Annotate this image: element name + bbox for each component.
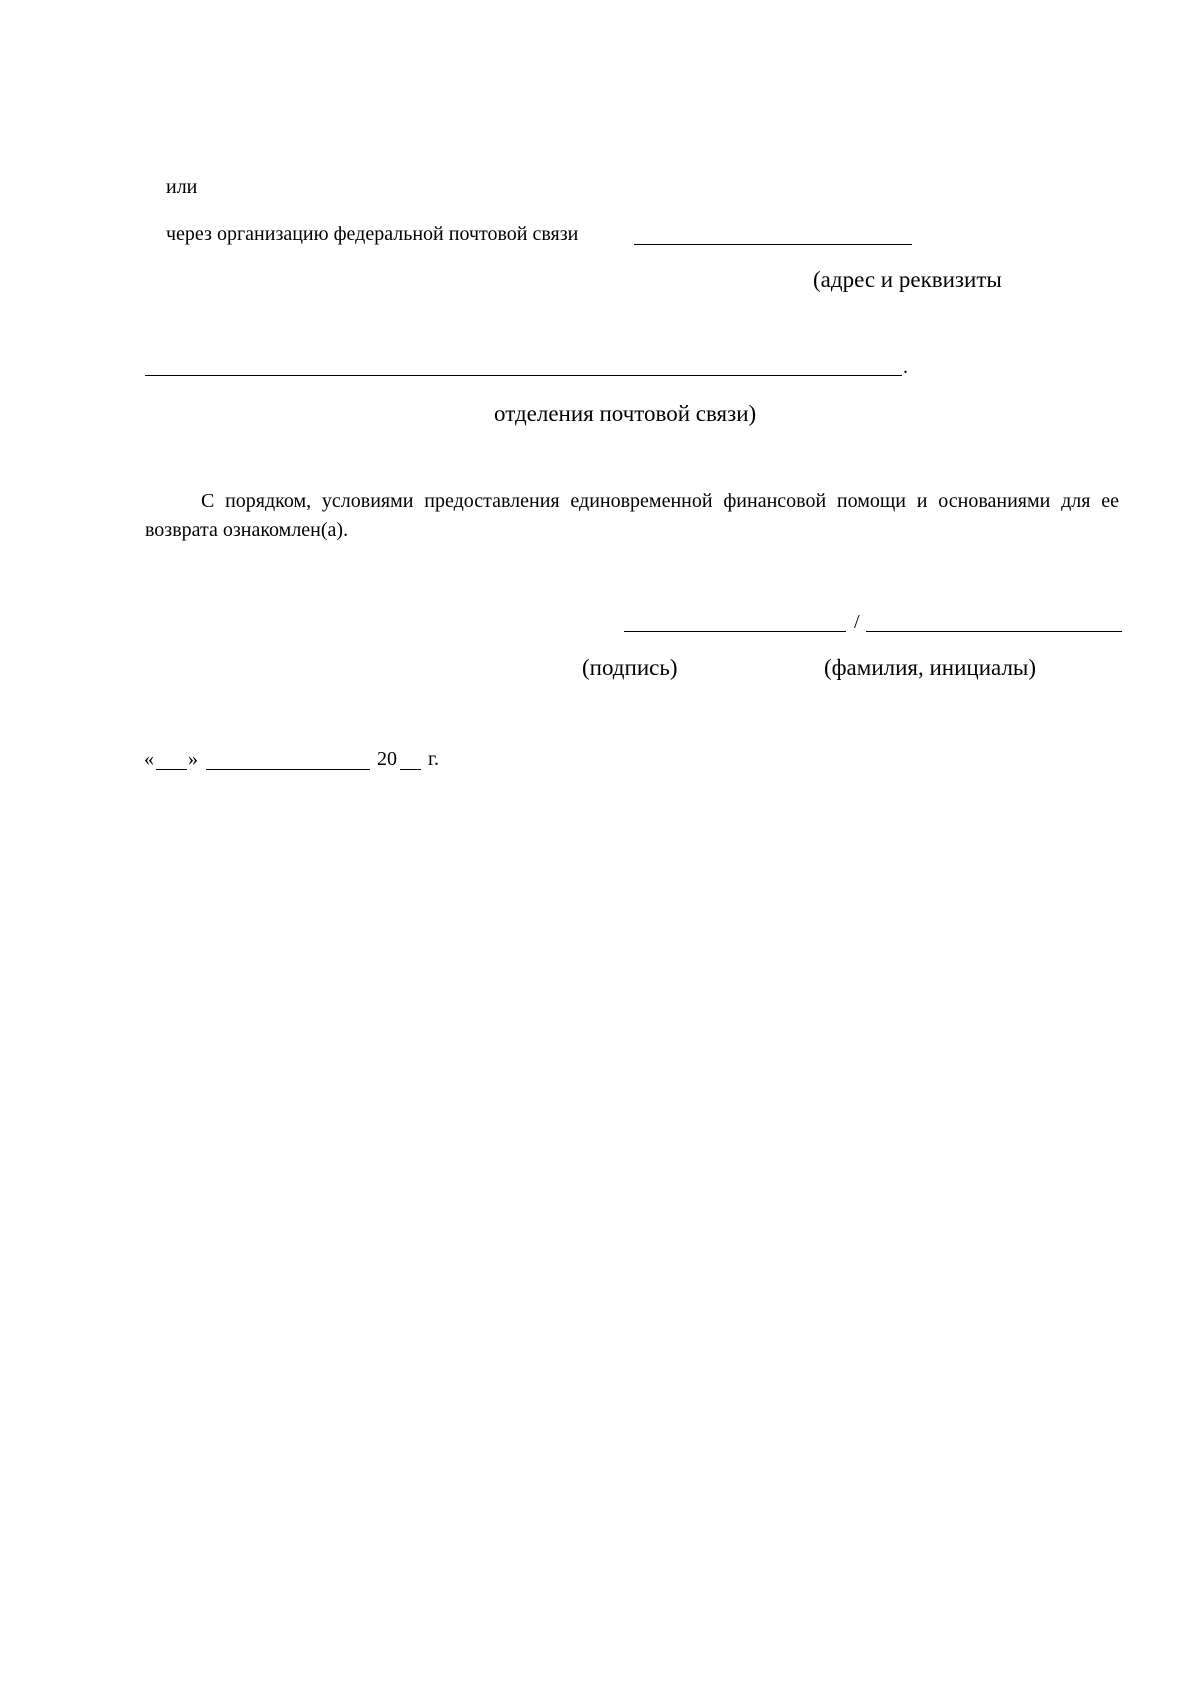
address-caption: (адрес и реквизиты <box>813 267 1002 292</box>
date-year-prefix: 20 <box>377 748 397 770</box>
date-year-blank[interactable] <box>400 769 421 770</box>
date-year-suffix: г. <box>428 748 439 770</box>
name-initials-blank[interactable] <box>866 631 1122 632</box>
acknowledgement-paragraph <box>145 487 1119 545</box>
signature-separator: / <box>854 611 860 633</box>
name-initials-caption: (фамилия, инициалы) <box>824 655 1037 680</box>
postal-organization-label: через организацию федеральной почтовой связи <box>166 223 579 245</box>
signature-blank[interactable] <box>624 631 846 632</box>
signature-caption: (подпись) <box>582 655 678 680</box>
date-close-quote: » <box>188 748 198 770</box>
postal-organization-blank[interactable] <box>634 244 912 245</box>
postal-branch-address-blank[interactable] <box>145 375 902 376</box>
date-open-quote: « <box>144 748 154 770</box>
date-day-blank[interactable] <box>156 769 187 770</box>
address-line-period: . <box>903 356 908 378</box>
acknowledgement-text: С порядком, условиями предоставления единовременной финансовой помощи и основаниями для ее возврата ознакомлен(а). <box>145 490 1119 541</box>
or-label: или <box>166 176 198 198</box>
postal-branch-caption: отделения почтовой связи) <box>494 401 757 426</box>
date-month-blank[interactable] <box>206 769 370 770</box>
